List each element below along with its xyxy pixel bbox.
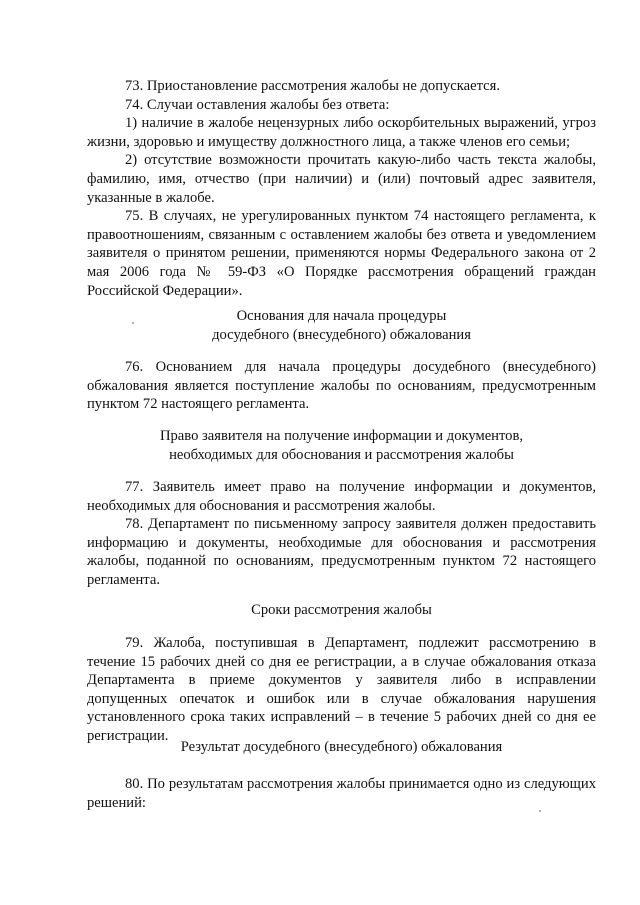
paragraph-77: 77. Заявитель имеет право на получение информации и документов, необходимых для обоснования и рассмотрения жалобы. (87, 479, 596, 514)
heading-line: Право заявителя на получение информации и документов, (159, 428, 524, 444)
paragraph-78: 78. Департамент по письменному запросу заявителя должен предоставить информацию и документы, необходимые для обоснования и рассмотрения жалобы, поданной по основаниям, предусмотренным пунктом 72 настоящего регламента. (87, 516, 596, 588)
paragraph-75: 75. В случаях, не урегулированных пунктом 74 настоящего регламента, к правоотношениям, связанным с оставлением жалобы без ответа и уведомлением заявителя о принятом решении, применяются нормы Федерального закона от 2 мая 2006 года № 59-ФЗ «О Порядке рассмотрения обращений граждан Российской Федерации». (87, 208, 596, 299)
section-heading-rights (87, 427, 596, 464)
paragraph-79: 79. Жалоба, поступившая в Департамент, подлежит рассмотрению в течение 15 рабочих дней со дня ее регистрации, а в случае обжалования отказа Департамента в приеме документов у заявителя либо в исправлении допущенных опечаток и ошибок или в случае обжалования нарушения установленного срока таких исправлений – в течение 5 рабочих дней со дня ее регистрации. (87, 635, 596, 744)
paragraph-group-79 (87, 634, 596, 746)
paragraph-74: 74. Случаи оставления жалобы без ответа: (125, 96, 390, 113)
heading-line: Сроки рассмотрения жалобы (251, 602, 432, 618)
paragraph-group-77-78 (87, 478, 596, 590)
scan-speck (539, 810, 541, 812)
heading-line: необходимых для обоснования и рассмотрения жалобы (169, 446, 514, 463)
heading-line: Основания для начала процедуры (236, 308, 447, 324)
heading-line: Результат досудебного (внесудебного) обжалования (180, 739, 503, 755)
paragraph-73: 73. Приостановление рассмотрения жалобы не допускается. (125, 78, 501, 94)
paragraph-76: 76. Основанием для начала процедуры досудебного (внесудебного) обжалования является поступление жалобы по основаниям, предусмотренным пунктом 72 настоящего регламента. (87, 359, 596, 413)
paragraph-80: 80. По результатам рассмотрения жалобы принимается одно из следующих решений: (87, 776, 596, 811)
paragraph-group-76 (87, 358, 596, 414)
section-heading-result (87, 738, 596, 757)
section-heading-terms (87, 601, 596, 620)
paragraph-74-item-1: 1) наличие в жалобе нецензурных либо оскорбительных выражений, угроз жизни, здоровью и имуществу должностного лица, а также членов его семьи; (87, 115, 596, 150)
heading-line: досудебного (внесудебного) обжалования (212, 326, 471, 343)
section-heading-grounds (87, 307, 596, 344)
scan-speck (132, 322, 134, 324)
paragraph-group-80 (87, 775, 596, 812)
paragraph-74-item-2: 2) отсутствие возможности прочитать какую-либо часть текста жалобы, фамилию, имя, отчество (при наличии) и (или) почтовый адрес заявителя, указанные в жалобе. (87, 152, 596, 206)
paragraph-group-73-75 (87, 77, 596, 300)
